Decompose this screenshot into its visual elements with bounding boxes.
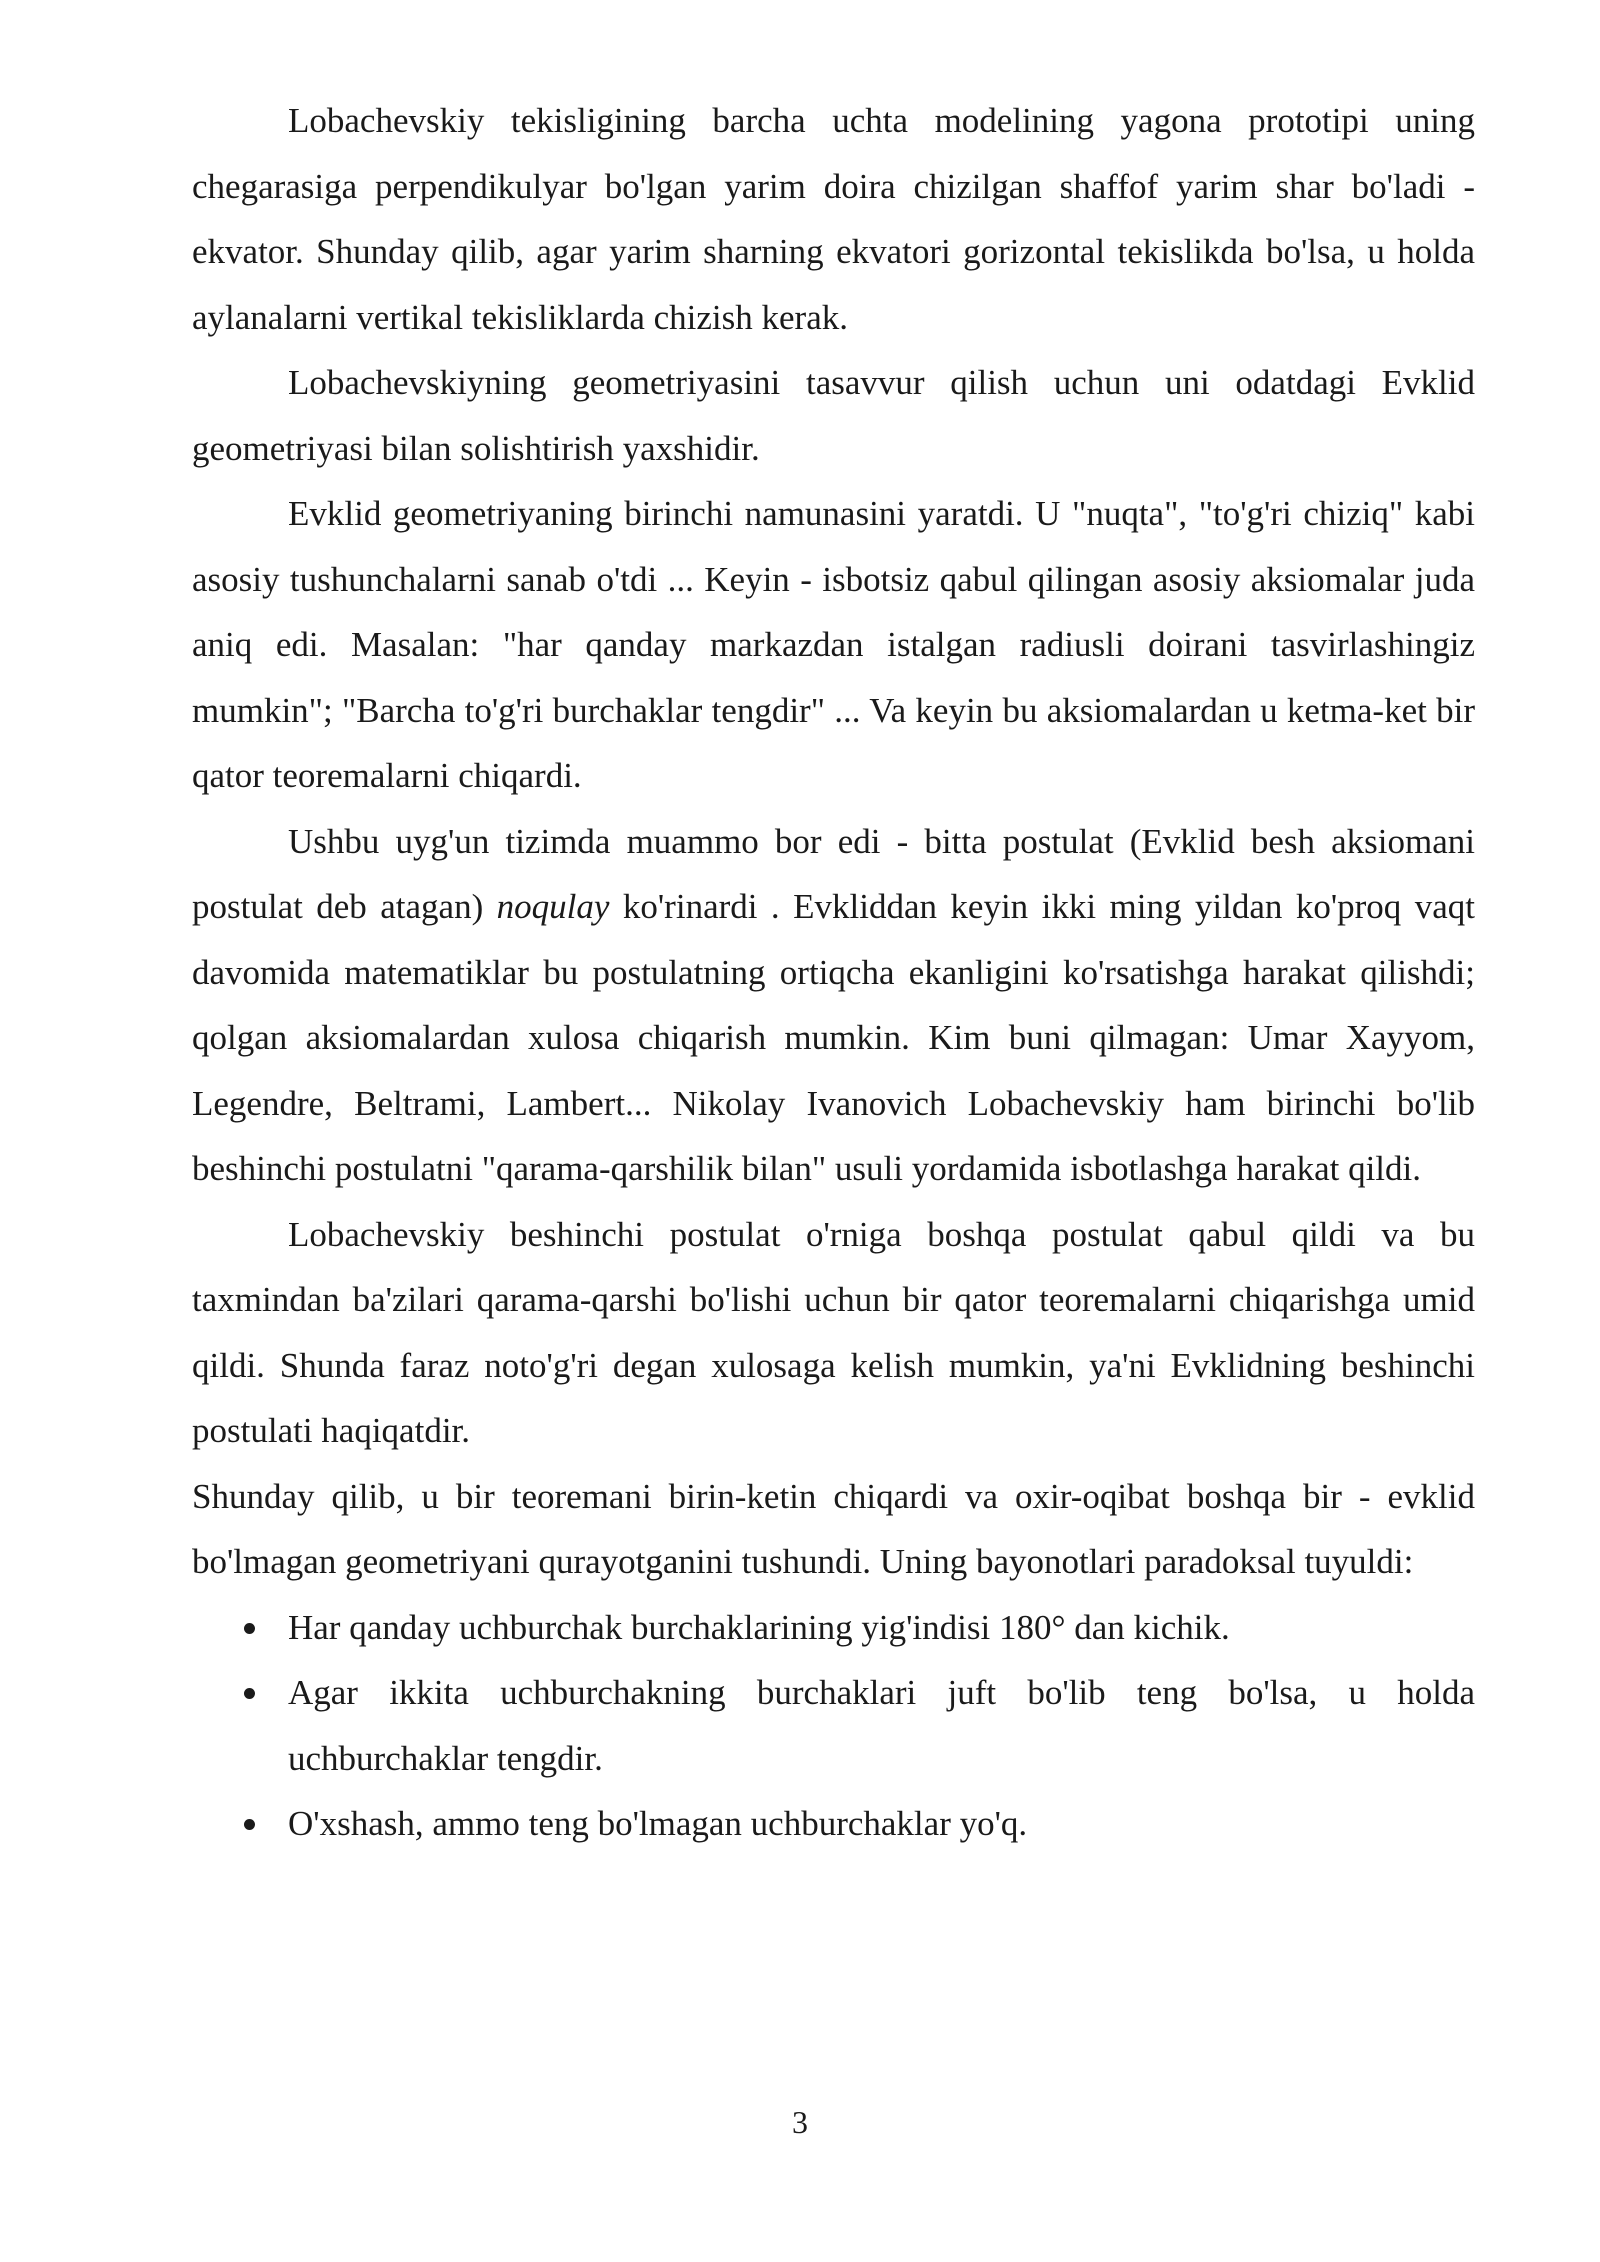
list-item-text: O'xshash, ammo teng bo'lmagan uchburchaklar yo'q. <box>288 1804 1028 1843</box>
italic-word-noqulay: noqulay <box>496 887 610 926</box>
paragraph-comparison-euclid: Lobachevskiyning geometriyasini tasavvur qilish uchun uni odatdagi Evklid geometriyasi bilan solishtirish yaxshidir. <box>192 363 1475 468</box>
bullet-icon <box>244 1819 255 1830</box>
paragraph-fifth-postulate <box>192 809 1475 1202</box>
bullet-icon <box>244 1623 255 1634</box>
page-number: 3 <box>792 2104 808 2140</box>
paragraph-euclid-axioms: Evklid geometriyaning birinchi namunasini yaratdi. U "nuqta", "to'g'ri chiziq" kabi asosiy tushunchalarni sanab o'tdi ... Keyin - isbotsiz qabul qilingan asosiy aksiomalar juda aniq edi. Masalan: "har qanday markazdan istalgan radiusli doirani tasvirlashingiz mumkin"; "Barcha to'g'ri burchaklar tengdir" ... Va keyin bu aksiomalardan u ketma-ket bir qator teoremalarni chiqardi. <box>192 494 1475 795</box>
statements-list <box>192 1595 1475 1857</box>
paragraph-non-euclidean: Shunday qilib, u bir teoremani birin-ketin chiqardi va oxir-oqibat boshqa bir - evklid bo'lmagan geometriyani qurayotganini tushundi. Uning bayonotlari paradoksal tuyuldi: <box>192 1476 1475 1581</box>
paragraph-fifth-postulate-start: Ushbu uyg'un tizimda muammo bor edi - bitta postulat (Evklid besh aksiomani postulat deb atagan) <box>192 821 1475 926</box>
list-item-text: Har qanday uchburchak burchaklarining yig'indisi 180° dan kichik. <box>288 1607 1230 1647</box>
paragraph-lobachevsky-models: Lobachevskiy tekisligining barcha uchta modelining yagona prototipi uning chegarasiga perpendikulyar bo'lgan yarim doira chizilgan shaffof yarim shar bo'ladi - ekvator. Shunday qilib, agar yarim sharning ekvatori gorizontal tekislikda bo'lsa, u holda aylanalarni vertikal tekisliklarda chizish kerak. <box>192 101 1475 337</box>
list-item <box>192 1660 1475 1791</box>
list-item <box>192 1595 1475 1661</box>
document-page <box>192 88 1475 1857</box>
list-item-text: Agar ikkita uchburchakning burchaklari juft bo'lib teng bo'lsa, u holda uchburchaklar tengdir. <box>288 1673 1475 1778</box>
paragraph-lobachevsky-postulate: Lobachevskiy beshinchi postulat o'rniga boshqa postulat qabul qildi va bu taxmindan ba'zilari qarama-qarshi bo'lishi uchun bir qator teoremalarni chiqarishga umid qildi. Shunda faraz noto'g'ri degan xulosaga kelish mumkin, ya'ni Evklidning beshinchi postulati haqiqatdir. <box>192 1214 1475 1450</box>
list-item <box>192 1791 1475 1857</box>
bullet-icon <box>244 1688 255 1699</box>
paragraph-fifth-postulate-end: ko'rinardi . Evkliddan keyin ikki ming yildan ko'proq vaqt davomida matematiklar bu postulatning ortiqcha ekanligini ko'rsatishga harakat qilishdi; qolgan aksiomalardan xulosa chiqarish mumkin. Kim buni qilmagan: Umar Xayyom, Legendre, Beltrami, Lambert... Nikolay Ivanovich Lobachevskiy ham birinchi bo'lib beshinchi postulatni "qarama-qarshilik bilan" usuli yordamida isbotlashga harakat qildi. <box>192 887 1475 1188</box>
